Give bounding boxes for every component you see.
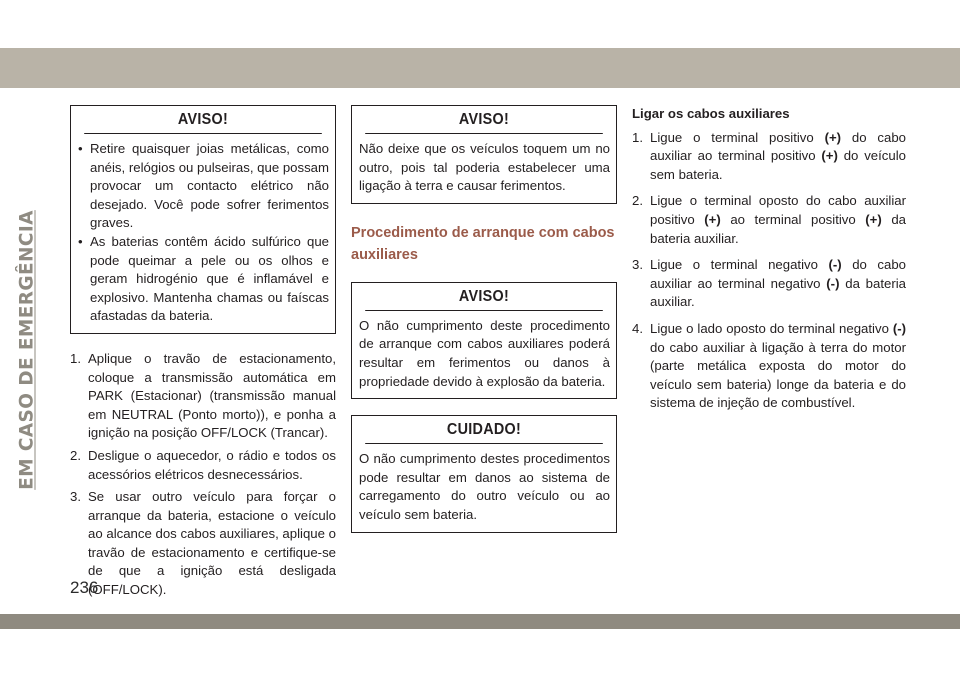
section-title: Procedimento de arranque com cabos auxiliares	[351, 224, 615, 263]
caution-title: CUIDADO!	[365, 416, 603, 444]
warning-title: AVISO!	[84, 106, 322, 134]
warning-title: AVISO!	[365, 283, 603, 311]
column-right	[632, 105, 906, 421]
step-item: 2. Desligue o aquecedor, o rádio e todos os acessórios elétricos desnecessários.	[70, 447, 336, 482]
header-band	[0, 48, 960, 88]
chapter-title: EM CASO DE EMERGÊNCIA	[16, 210, 38, 490]
warning-title: AVISO!	[365, 106, 603, 134]
warning-box	[351, 105, 617, 204]
warning-body: O não cumprimento deste procedimento de arranque com cabos auxiliares poderá resultar em ferimentos ou danos à propriedade devido à explosão da bateria.	[359, 317, 610, 389]
column-left	[70, 105, 336, 604]
step-item: 4. Ligue o lado oposto do terminal negativo (-) do cabo auxiliar à ligação à terra do motor (parte metálica exposta do motor do veículo sem bateria) longe da bateria e do sistema de injeção de combustível.	[632, 320, 906, 411]
subsection-title: Ligar os cabos auxiliares	[632, 106, 790, 121]
step-item: 1. Ligue o terminal positivo (+) do cabo auxiliar ao terminal positivo (+) do veículo sem bateria.	[632, 129, 907, 182]
step-item: 3. Se usar outro veículo para forçar o arranque da bateria, estacione o veículo ao alcance dos cabos auxiliares, aplique o travão de estacionamento e certifique-se de que a ignição está desligada (OFF/LOCK).	[70, 489, 336, 598]
warning-item: • As baterias contêm ácido sulfúrico que pode queimar a pele ou os olhos e geram hidrogénio que é inflamável e explosivo. Mantenha chamas ou faíscas afastadas da bateria.	[78, 233, 329, 326]
steps-list	[70, 350, 336, 600]
step-item: 1. Aplique o travão de estacionamento, coloque a transmissão automática em PARK (Estacionar) (transmissão manual em NEUTRAL (Ponto morto)), e ponha a ignição na posição OFF/LOCK (Trancar).	[70, 350, 336, 441]
page-number: 236	[70, 578, 99, 597]
warning-body: Não deixe que os veículos toquem um no outro, pois tal poderia estabelecer uma ligação à terra e causar ferimentos.	[359, 141, 610, 194]
caution-box	[351, 415, 617, 532]
warning-item: • Retire quaisquer joias metálicas, como anéis, relógios ou pulseiras, que possam provocar um contacto elétrico não desejado. Você pode sofrer ferimentos graves.	[78, 140, 329, 233]
caution-body: O não cumprimento destes procedimentos pode resultar em danos ao sistema de carregamento do outro veículo ou ao veículo sem bateria.	[359, 451, 610, 522]
footer-band	[0, 614, 960, 629]
warning-body	[71, 134, 335, 333]
column-middle	[351, 105, 617, 549]
warning-list	[78, 140, 329, 326]
connect-steps-list	[632, 129, 906, 413]
step-item: 2. Ligue o terminal oposto do cabo auxiliar positivo (+) ao terminal positivo (+) da bateria auxiliar.	[632, 193, 906, 246]
step-item: 3. Ligue o terminal negativo (-) do cabo auxiliar ao terminal negativo (-) da bateria auxiliar.	[632, 257, 906, 310]
warning-box	[351, 282, 617, 399]
warning-box	[70, 105, 336, 334]
